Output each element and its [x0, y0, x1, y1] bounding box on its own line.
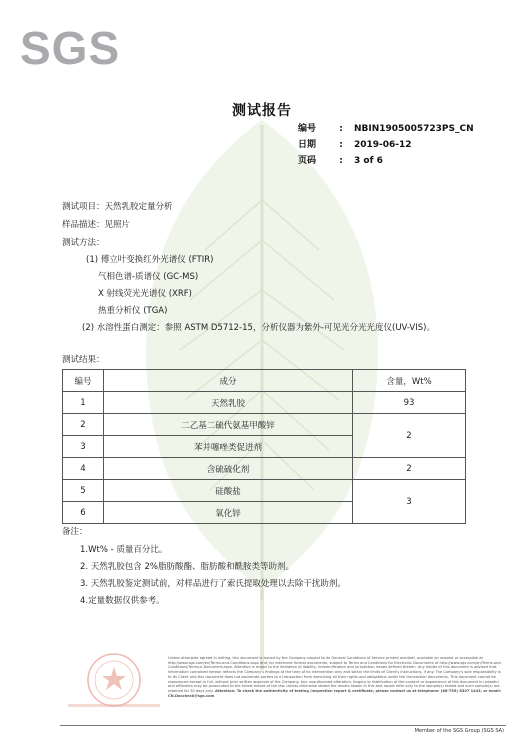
table-header-row: [63, 370, 466, 392]
meta-row-page: [298, 153, 474, 169]
cell-content: 2: [353, 458, 466, 480]
page-title: 测试报告: [232, 103, 292, 119]
cell-component: 苯并噻唑类促进剂: [104, 436, 353, 458]
cell-no: 6: [63, 502, 104, 524]
table-row: [63, 414, 466, 436]
method-heading: 测试方法：: [62, 238, 105, 248]
method-protein: (2) 水溶性蛋白测定：参照 ASTM D5712-15，分析仪器为紫外-可见光分光光度仪(UV-VIS)。: [82, 323, 435, 333]
table-row: [63, 392, 466, 414]
disclaimer-text: Unless otherwise agreed in writing, this document is issued by the Company subject to its General Conditions of Service printed overleaf, available on request or accessible at http://www.sgs.com/en/Terms-and-Conditions.aspx and, for electronic format documents, subject to Terms and Conditions for Electronic Documents at http://www.sgs.com/en/Terms-and-Conditions/Terms-e-Document.aspx. Attention is drawn to the limitation of liability, indemnification and jurisdiction issues defined therein. Any holder of this document is advised that information contained hereon reflects the Company's findings at the time of its intervention only and within the limits of Client's instructions, if any. The Company's sole responsibility is to its Client and this document does not exonerate parties to a transaction from exercising all their rights and obligations under the transaction documents. This document cannot be reproduced except in full, without prior written approval of the Company. Any unauthorized alteration, forgery or falsification of the content or appearance of this document is unlawful and offenders may be prosecuted to the fullest extent of the law. Unless otherwise stated the results shown in this test report refer only to the sample(s) tested and such sample(s) are retained for 30 days only.: [168, 656, 502, 693]
meta-value: 2019-06-12: [354, 140, 412, 150]
footer-divider: [60, 725, 506, 726]
cell-component: 硅酸盐: [104, 480, 353, 502]
legal-disclaimer: [168, 656, 504, 704]
meta-key: 编号: [298, 124, 317, 134]
cell-content: 2: [353, 414, 466, 458]
table-row: [63, 458, 466, 480]
results-heading: 测试结果：: [62, 355, 105, 365]
header-component: 成分: [104, 370, 353, 392]
method-tga: 热重分析仪 (TGA): [98, 306, 168, 316]
meta-value: 3 of 6: [354, 156, 383, 166]
cell-no: 5: [63, 480, 104, 502]
method-gcms: 气相色谱-质谱仪 (GC-MS): [98, 272, 199, 282]
note-item: 1.Wt% - 质量百分比。: [80, 545, 168, 555]
cell-no: 1: [63, 392, 104, 414]
note-item: 4.定量数据仅供参考。: [80, 596, 165, 606]
note-item: 3. 天然乳胶鉴定测试前，对样品进行了索氏提取处理以去除干扰助剂。: [80, 579, 346, 589]
meta-value: NBIN1905005723PS_CN: [354, 124, 474, 134]
meta-row-number: [298, 121, 474, 137]
cell-component: 含硫硫化剂: [104, 458, 353, 480]
cell-content: 3: [353, 480, 466, 524]
method-xrf: X 射线荧光光谱仪 (XRF): [98, 289, 192, 299]
meta-key: 页码: [298, 156, 317, 166]
cell-no: 4: [63, 458, 104, 480]
meta-row-date: [298, 137, 474, 153]
header-content: 含量，Wt%: [353, 370, 466, 392]
meta-colon: :: [339, 140, 343, 150]
seal-stamp: [64, 650, 164, 714]
table-row: [63, 480, 466, 502]
test-item: 测试项目：天然乳胶定量分析: [62, 202, 173, 212]
meta-colon: :: [339, 156, 343, 166]
cell-no: 3: [63, 436, 104, 458]
attention-text: Attention: To check the authenticity of testing /inspection report & certificate, please contact us at telephone: (86-755) 8307 1443, or email: CN.Doccheck@sgs.com: [168, 688, 502, 698]
method-ftir: (1) 傅立叶变换红外光谱仪 (FTIR): [86, 255, 214, 265]
notes-heading: 备注：: [62, 527, 88, 537]
cell-component: 天然乳胶: [104, 392, 353, 414]
report-meta: [298, 121, 474, 169]
cell-no: 2: [63, 414, 104, 436]
results-table: [62, 369, 466, 524]
cell-component: 氧化锌: [104, 502, 353, 524]
meta-key: 日期: [298, 140, 317, 150]
meta-colon: :: [339, 124, 343, 134]
cell-component: 二乙基二硫代氨基甲酸锌: [104, 414, 353, 436]
header-no: 编号: [63, 370, 104, 392]
note-item: 2. 天然乳胶包含 2%脂肪酸酯、脂肪酸和酰胺类等助剂。: [80, 562, 295, 572]
sample-description: 样品描述：见照片: [62, 220, 131, 230]
sgs-logo: SGS: [20, 22, 121, 74]
cell-content: 93: [353, 392, 466, 414]
footer-member: Member of the SGS Group (SGS SA): [414, 728, 504, 734]
